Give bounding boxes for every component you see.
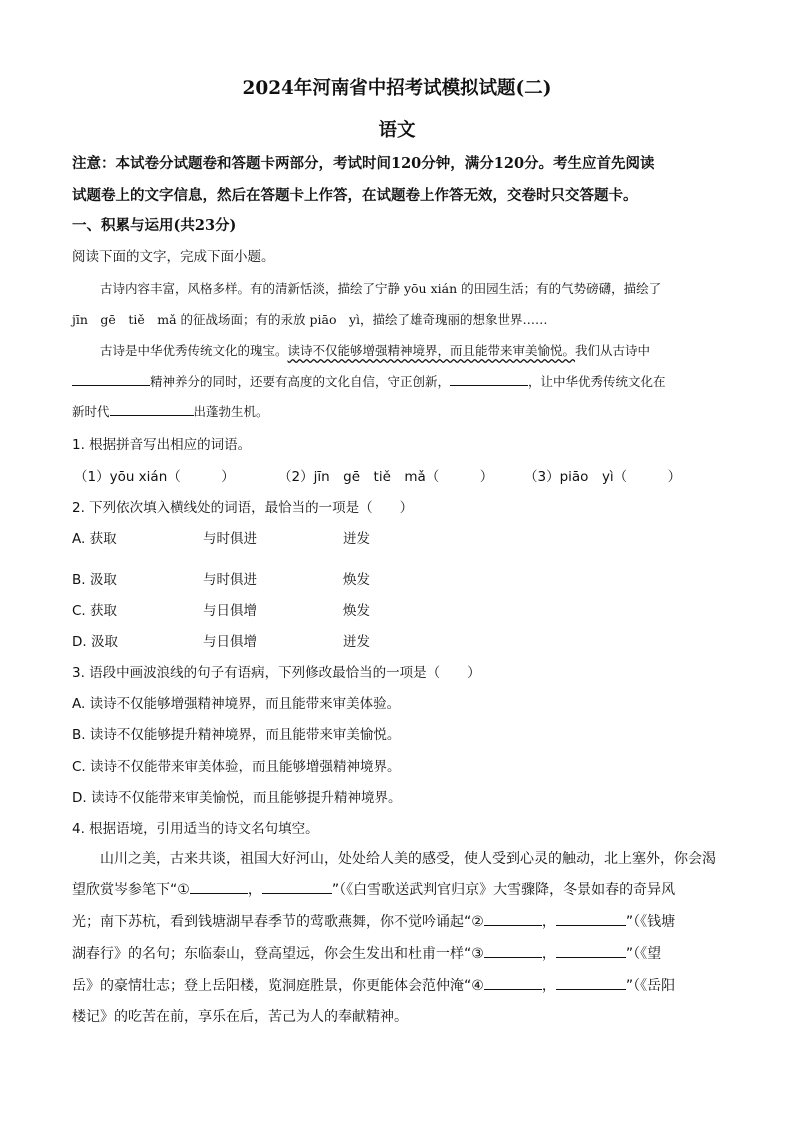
passage-text: ，让中华优秀传统文化在 xyxy=(528,374,666,389)
passage-line-4 xyxy=(72,372,666,390)
q4-text: ， xyxy=(247,882,262,898)
passage-line-2: jīn gē tiě mǎ 的征战场面；有的汞放 piāo yì，描绘了雄奇瑰丽的想象世界…… xyxy=(72,312,548,327)
q3-option-b[interactable]: B. 读诗不仅能够提升精神境界，而且能带来审美愉悦。 xyxy=(72,727,401,743)
passage-text: 精神养分的同时，还要有高度的文化自信，守正创新， xyxy=(150,374,451,389)
option-word: 与日俱增 xyxy=(203,634,257,650)
option-label: D. 汲取 xyxy=(72,634,118,650)
passage-line-5 xyxy=(72,402,269,420)
q2-option-c[interactable] xyxy=(72,599,402,619)
q4-line-6: 楼记》的吃苦在前，享乐在后，苦己为人的奉献精神。 xyxy=(72,1009,408,1025)
option-word: 与时俱进 xyxy=(203,572,257,588)
option-word: 焕发 xyxy=(343,603,370,619)
fill-blank[interactable] xyxy=(190,880,248,894)
fill-blank[interactable] xyxy=(72,372,150,386)
q4-text: ， xyxy=(541,914,556,930)
q1-item-2: （2）jīn gē tiě mǎ（ ） xyxy=(278,469,494,485)
passage-text: 出蓬勃生机。 xyxy=(193,404,269,419)
passage-line-3 xyxy=(100,341,650,359)
q4-line-3 xyxy=(72,911,675,931)
q4-line-5 xyxy=(72,975,675,995)
option-word: 与日俱增 xyxy=(203,603,257,619)
fill-blank[interactable] xyxy=(556,912,626,926)
q1-stem: 1. 根据拼音写出相应的词语。 xyxy=(72,437,252,453)
exam-title: 2024年河南省中招考试模拟试题(二) xyxy=(242,78,552,99)
q2-stem: 2. 下列依次填入横线处的词语，最恰当的一项是（ ） xyxy=(72,500,414,516)
fill-blank[interactable] xyxy=(450,372,528,386)
q2-option-a[interactable] xyxy=(72,527,402,547)
fill-blank[interactable] xyxy=(262,880,332,894)
q1-item-3: （3）piāo yì（ ） xyxy=(524,469,682,485)
option-word: 与时俱进 xyxy=(203,531,257,547)
fill-blank[interactable] xyxy=(110,402,194,416)
option-label: C. 获取 xyxy=(72,603,118,619)
q4-text: ”（《钱塘 xyxy=(625,914,676,930)
q4-text: 湖春行》的名句；东临泰山，登高望远，你会生发出和杜甫一样“③ xyxy=(72,946,484,962)
passage-text: 新时代 xyxy=(72,404,110,419)
q3-stem: 3. 语段中画波浪线的句子有语病，下列修改最恰当的一项是（ ） xyxy=(72,665,481,681)
q3-option-c[interactable]: C. 读诗不仅能带来审美体验，而且能够增强精神境界。 xyxy=(72,759,401,775)
fill-blank[interactable] xyxy=(556,944,626,958)
section-intro: 阅读下面的文字，完成下面小题。 xyxy=(72,249,275,265)
q3-option-a[interactable]: A. 读诗不仅能够增强精神境界，而且能带来审美体验。 xyxy=(72,696,401,712)
q4-line-2 xyxy=(72,879,675,899)
q3-option-d[interactable]: D. 读诗不仅能带来审美愉悦，而且能够提升精神境界。 xyxy=(72,790,402,806)
q4-text: 岳》的豪情壮志；登上岳阳楼，览洞庭胜景，你更能体会范仲淹“④ xyxy=(72,978,484,994)
notice-line-2: 试题卷上的文字信息，然后在答题卡上作答，在试题卷上作答无效，交卷时只交答题卡。 xyxy=(72,187,638,204)
q4-stem: 4. 根据语境，引用适当的诗文名句填空。 xyxy=(72,821,319,837)
subject-title: 语文 xyxy=(378,120,416,141)
passage-line-1: 古诗内容丰富，风格多样。有的清新恬淡，描绘了宁静 yōu xián 的田园生活；有的气势磅礴，描绘了 xyxy=(100,281,662,296)
option-word: 焕发 xyxy=(343,572,370,588)
q4-text: 望欣赏岑参笔下“① xyxy=(72,882,190,898)
passage-text: 我们从古诗中 xyxy=(575,343,651,358)
q4-text: ， xyxy=(541,978,556,994)
option-word: 迸发 xyxy=(343,531,370,547)
wavy-sentence: 读诗不仅能够增强精神境界，而且能带来审美愉悦。 xyxy=(287,343,576,358)
option-label: B. 汲取 xyxy=(72,572,117,588)
fill-blank[interactable] xyxy=(484,944,542,958)
q4-line-1: 山川之美，古来共谈，祖国大好河山，处处给人美的感受，使人受到心灵的触动，北上塞外，你会渴 xyxy=(100,851,716,867)
fill-blank[interactable] xyxy=(484,912,542,926)
option-word: 迸发 xyxy=(343,634,370,650)
q1-item-1: （1）yōu xián（ ） xyxy=(74,469,235,485)
section-heading: 一、积累与运用(共23分) xyxy=(72,217,237,234)
q2-option-b[interactable] xyxy=(72,568,402,588)
fill-blank[interactable] xyxy=(484,976,542,990)
option-label: A. 获取 xyxy=(72,531,117,547)
q4-text: ”（《望 xyxy=(625,946,662,962)
q4-line-4 xyxy=(72,943,661,963)
q4-text: 光；南下苏杭，看到钱塘湖早春季节的莺歌燕舞，你不觉吟诵起“② xyxy=(72,914,484,930)
fill-blank[interactable] xyxy=(556,976,626,990)
passage-text: 古诗是中华优秀传统文化的瑰宝。 xyxy=(100,343,288,358)
q4-text: ”（《岳阳 xyxy=(625,978,676,994)
q4-text: ， xyxy=(541,946,556,962)
q4-text: ”（《白雪歌送武判官归京》大雪骤降，冬景如春的奇异风 xyxy=(331,882,676,898)
q2-option-d[interactable] xyxy=(72,630,402,650)
notice-line-1: 注意：本试卷分试题卷和答题卡两部分，考试时间120分钟，满分120分。考生应首先阅读 xyxy=(72,155,655,172)
